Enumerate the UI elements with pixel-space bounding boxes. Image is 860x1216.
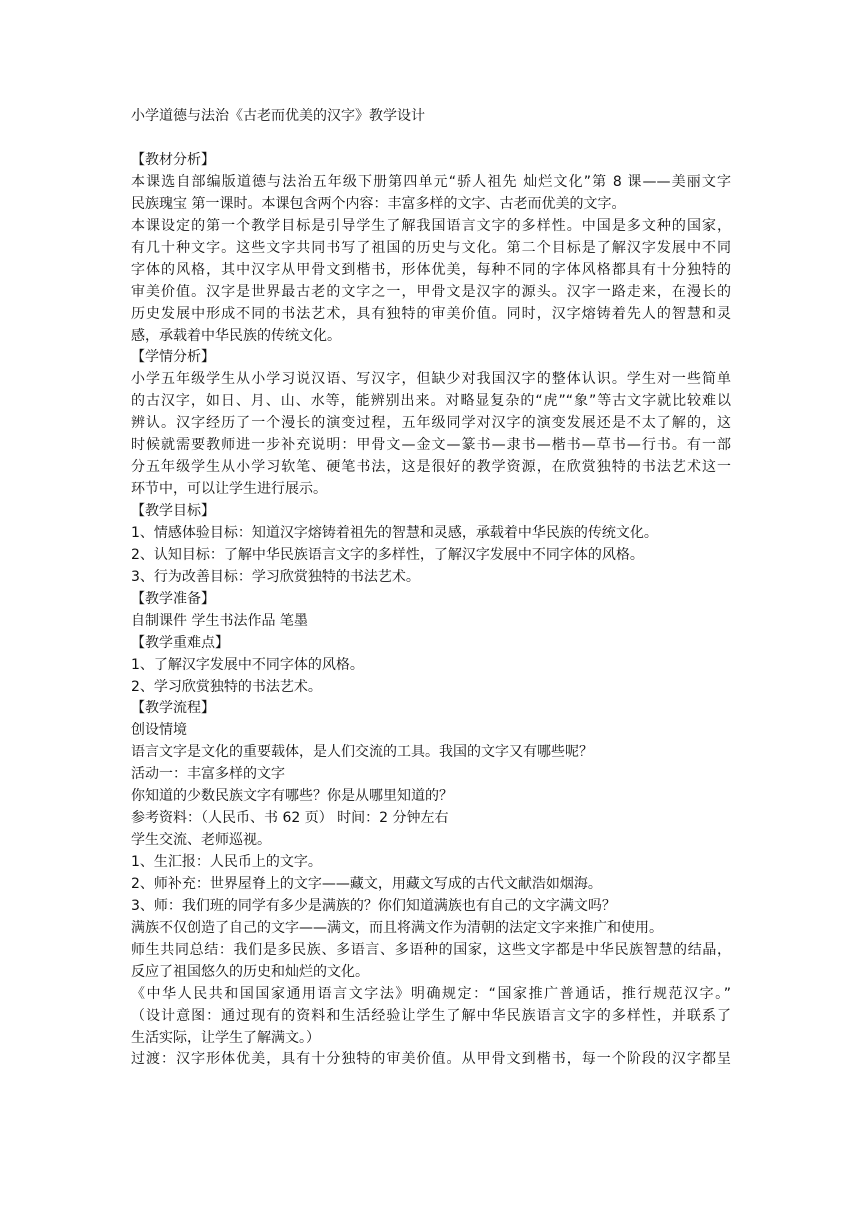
text-line: 小学五年级学生从小学习说汉语、写汉字，但缺少对我国汉字的整体认识。学生对一些简单 xyxy=(131,371,731,388)
text-line: 环节中，可以让学生进行展示。 xyxy=(131,481,327,498)
text-line: 生活实际，让学生了解满文。） xyxy=(131,1029,320,1046)
text-line: 参考资料：（人民币、书 62 页） 时间：2 分钟左右 xyxy=(131,810,449,827)
text-line: 本课设定的第一个教学目标是引导学生了解我国语言文字的多样性。中国是多文种的国家， xyxy=(131,217,731,234)
text-line: 民族瑰宝 第一课时。本课包含两个内容：丰富多样的文字、古老而优美的文字。 xyxy=(131,195,626,212)
text-line: 1、情感体验目标：知道汉字熔铸着祖先的智慧和灵感，承载着中华民族的传统文化。 xyxy=(131,524,658,541)
text-line: 历史发展中形成不同的书法艺术，具有独特的审美价值。同时，汉字熔铸着先人的智慧和灵 xyxy=(131,305,731,322)
text-line: 的古汉字，如日、月、山、水等，能辨别出来。对略显复杂的“虎”“象”等古文字就比较难以 xyxy=(131,393,731,410)
text-line: 2、师补充：世界屋脊上的文字——藏文，用藏文写成的古代文献浩如烟海。 xyxy=(131,875,602,892)
text-line: 1、生汇报：人民币上的文字。 xyxy=(131,854,322,870)
text-line: 2、学习欣赏独特的书法艺术。 xyxy=(131,678,322,695)
document-body xyxy=(131,150,731,1071)
text-line: 反应了祖国悠久的历史和灿烂的文化。 xyxy=(131,963,369,980)
section-heading: 【学情分析】 xyxy=(131,349,215,366)
text-line: 自制课件 学生书法作品 笔墨 xyxy=(131,612,308,629)
text-line: 分五年级学生从小学习软笔、硬笔书法，这是很好的教学资源，在欣赏独特的书法艺术这一 xyxy=(131,459,731,476)
text-line: 字体的风格，其中汉字从甲骨文到楷书，形体优美，每种不同的字体风格都具有十分独特的 xyxy=(131,261,731,278)
text-line: 满族不仅创造了自己的文字——满文，而且将满文作为清朝的法定文字来推广和使用。 xyxy=(131,919,663,936)
text-line: 3、行为改善目标：学习欣赏独特的书法艺术。 xyxy=(131,568,420,585)
section-heading: 【教学流程】 xyxy=(131,700,215,717)
text-line: 活动一：丰富多样的文字 xyxy=(131,766,285,783)
text-line: 感，承载着中华民族的传统文化。 xyxy=(131,327,341,344)
section-heading: 【教材分析】 xyxy=(131,152,215,168)
section-heading: 【教学重难点】 xyxy=(131,634,229,651)
section-heading: 【教学准备】 xyxy=(131,590,215,607)
text-line: 《中华人民共和国国家通用语言文字法》明确规定：“国家推广普通话，推行规范汉字。” xyxy=(131,985,731,1002)
text-line: 3、师：我们班的同学有多少是满族的？你们知道满族也有自己的文字满文吗？ xyxy=(131,897,616,914)
text-line: 本课选自部编版道德与法治五年级下册第四单元“骄人祖先 灿烂文化”第 8 课——美丽文字 xyxy=(131,173,731,190)
text-line: 辨认。汉字经历了一个漫长的演变过程，五年级同学对汉字的演变发展还是不太了解的，这 xyxy=(131,415,731,432)
text-line: 学生交流、老师巡视。 xyxy=(131,832,271,849)
text-line: 创设情境 xyxy=(131,722,187,739)
text-line: 审美价值。汉字是世界最古老的文字之一，甲骨文是汉字的源头。汉字一路走来，在漫长的 xyxy=(131,283,731,300)
text-line: 过渡：汉字形体优美，具有十分独特的审美价值。从甲骨文到楷书，每一个阶段的汉字都呈 xyxy=(131,1051,731,1068)
document-title: 小学道德与法治《古老而优美的汉字》教学设计 xyxy=(131,108,425,124)
text-line: 时候就需要教师进一步补充说明：甲骨文—金文—篆书—隶书—楷书—草书—行书。有一部 xyxy=(131,437,731,454)
text-line: 语言文字是文化的重要载体，是人们交流的工具。我国的文字又有哪些呢？ xyxy=(131,744,593,761)
section-heading: 【教学目标】 xyxy=(131,503,215,519)
text-line: 1、了解汉字发展中不同字体的风格。 xyxy=(131,656,364,673)
text-line: 有几十种文字。这些文字共同书写了祖国的历史与文化。第二个目标是了解汉字发展中不同 xyxy=(131,239,731,256)
text-line: 你知道的少数民族文字有哪些？你是从哪里知道的？ xyxy=(131,788,453,805)
text-line: 2、认知目标：了解中华民族语言文字的多样性，了解汉字发展中不同字体的风格。 xyxy=(131,546,644,563)
text-line: 师生共同总结：我们是多民族、多语言、多语种的国家，这些文字都是中华民族智慧的结晶， xyxy=(131,941,731,958)
text-line: （设计意图：通过现有的资料和生活经验让学生了解中华民族语言文字的多样性，并联系了 xyxy=(131,1007,731,1024)
